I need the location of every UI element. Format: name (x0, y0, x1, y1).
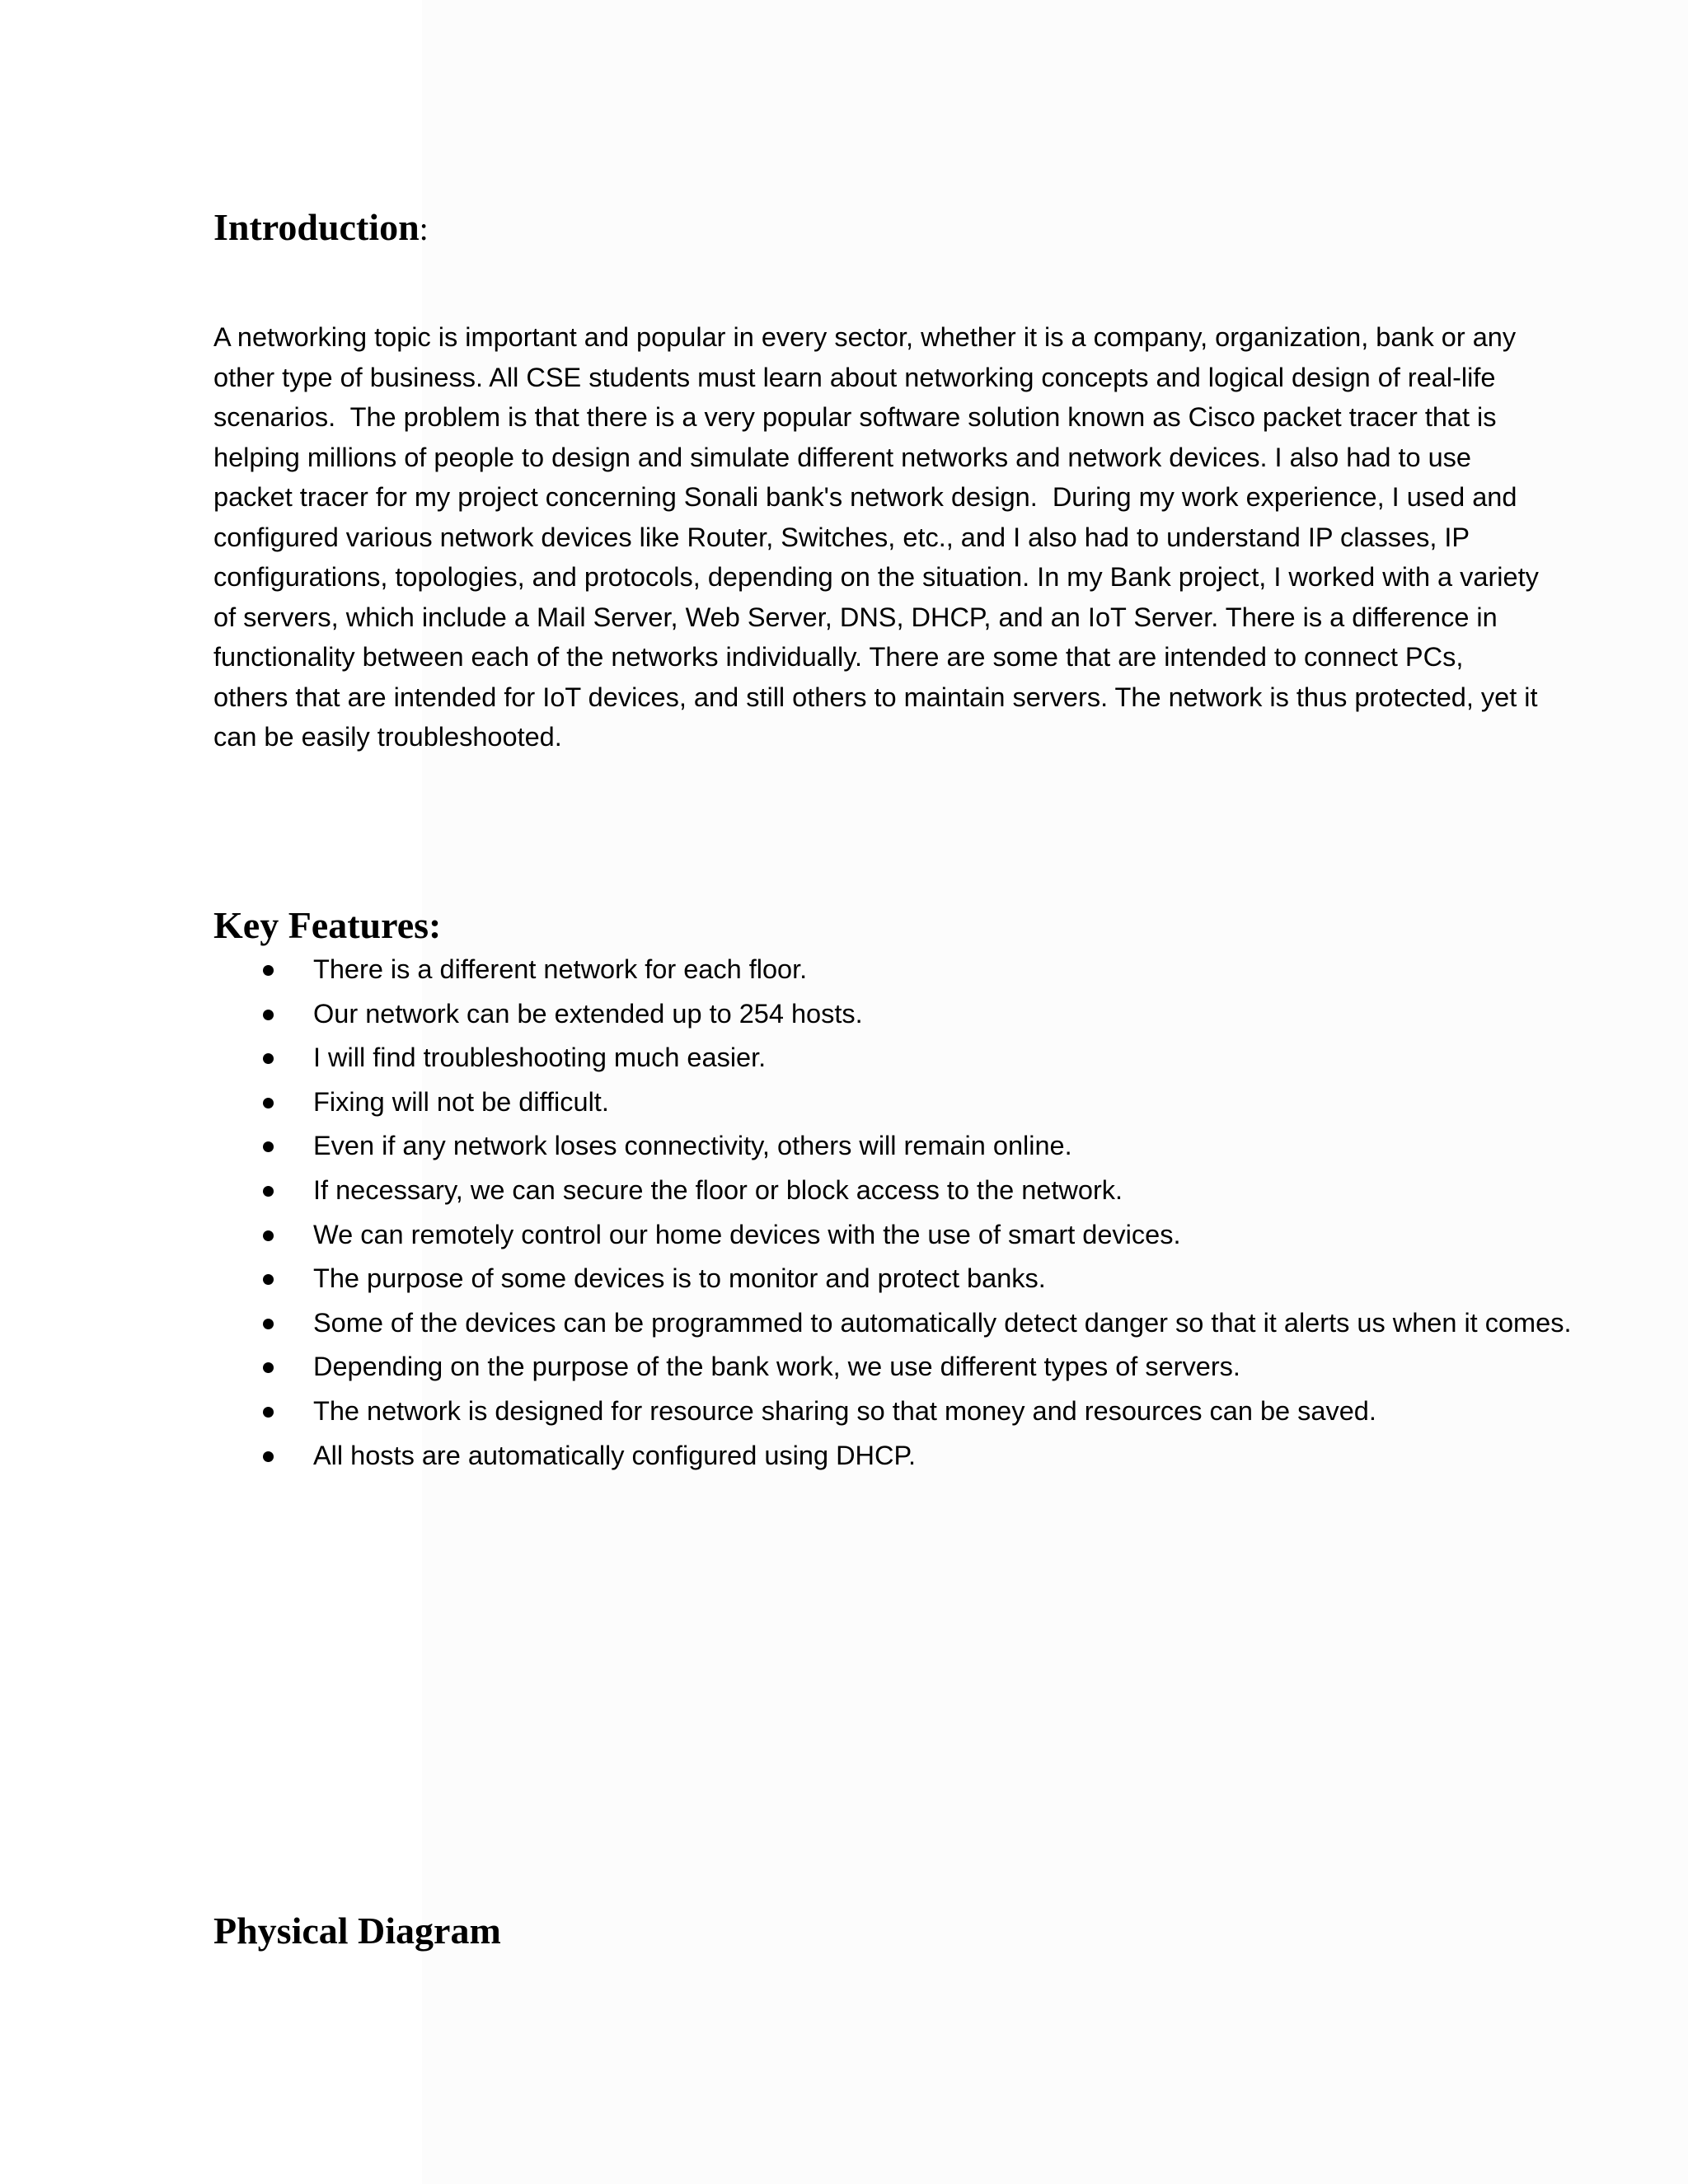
bullet-icon (263, 1141, 274, 1152)
list-item-text: Our network can be extended up to 254 hosts. (313, 998, 863, 1029)
bullet-icon (263, 1362, 274, 1373)
list-item (213, 992, 1571, 1037)
list-item (213, 948, 1571, 992)
introduction-heading (213, 204, 429, 252)
introduction-heading-text: Introduction (213, 206, 420, 248)
bullet-icon (263, 1319, 274, 1329)
introduction-paragraph (213, 317, 1615, 757)
list-item-text: We can remotely control our home devices with the use of smart devices. (313, 1219, 1181, 1249)
list-item-text: All hosts are automatically configured using DHCP. (313, 1440, 917, 1470)
introduction-line: configured various network devices like Router, Switches, etc., and I also had to understand IP classes, IP (213, 522, 1470, 552)
bullet-icon (263, 1053, 274, 1064)
list-item-text: Fixing will not be difficult. (313, 1086, 609, 1117)
bullet-icon (263, 1230, 274, 1241)
introduction-line: scenarios. The problem is that there is a very popular software solution known as Cisco packet tracer that is (213, 402, 1497, 432)
list-item (213, 1301, 1571, 1346)
introduction-line: packet tracer for my project concerning Sonali bank's network design. During my work experience, I used and (213, 482, 1517, 512)
introduction-line: of servers, which include a Mail Server, Web Server, DNS, DHCP, and an IoT Server. There is a difference in (213, 602, 1498, 632)
bullet-icon (263, 1451, 274, 1462)
introduction-line: configurations, topologies, and protocols, depending on the situation. In my Bank project, I worked with a variety (213, 562, 1539, 592)
list-item (213, 1080, 1571, 1125)
list-item (213, 1124, 1571, 1169)
physical-diagram-heading: Physical Diagram (213, 1910, 501, 1952)
list-item-text: There is a different network for each floor. (313, 954, 808, 984)
bullet-icon (263, 1274, 274, 1285)
key-features-list (213, 948, 1571, 1478)
list-item-text: Depending on the purpose of the bank work, we use different types of servers. (313, 1352, 1240, 1382)
bullet-icon (263, 1407, 274, 1418)
list-item-text: Some of the devices can be programmed to automatically detect danger so that it alerts us when it comes. (313, 1307, 1572, 1338)
bullet-icon (263, 1010, 274, 1020)
introduction-line: other type of business. All CSE students must learn about networking concepts and logical design of real-life (213, 362, 1496, 392)
introduction-line: functionality between each of the networks individually. There are some that are intended to connect PCs, (213, 642, 1464, 672)
bullet-icon (263, 965, 274, 976)
list-item-text: The network is designed for resource sharing so that money and resources can be saved. (313, 1395, 1376, 1426)
list-item (213, 1213, 1571, 1258)
bullet-icon (263, 1098, 274, 1108)
list-item (213, 1036, 1571, 1080)
list-item-text: I will find troubleshooting much easier. (313, 1043, 767, 1073)
list-item (213, 1434, 1571, 1479)
list-item (213, 1257, 1571, 1301)
key-features-heading: Key Features: (213, 904, 442, 946)
list-item-text: Even if any network loses connectivity, others will remain online. (313, 1131, 1072, 1161)
bullet-icon (263, 1186, 274, 1197)
list-item (213, 1390, 1571, 1434)
introduction-heading-colon: : (419, 210, 429, 247)
introduction-line: helping millions of people to design and simulate different networks and network devices. I also had to use (213, 442, 1472, 472)
list-item-text: The purpose of some devices is to monitor and protect banks. (313, 1263, 1046, 1294)
list-item (213, 1169, 1571, 1213)
list-item (213, 1345, 1571, 1390)
introduction-line: A networking topic is important and popular in every sector, whether it is a company, organization, bank or any (213, 322, 1517, 352)
introduction-line: can be easily troubleshooted. (213, 722, 562, 752)
introduction-line: others that are intended for IoT devices, and still others to maintain servers. The network is thus protected, yet it (213, 682, 1538, 712)
list-item-text: If necessary, we can secure the floor or block access to the network. (313, 1174, 1123, 1205)
